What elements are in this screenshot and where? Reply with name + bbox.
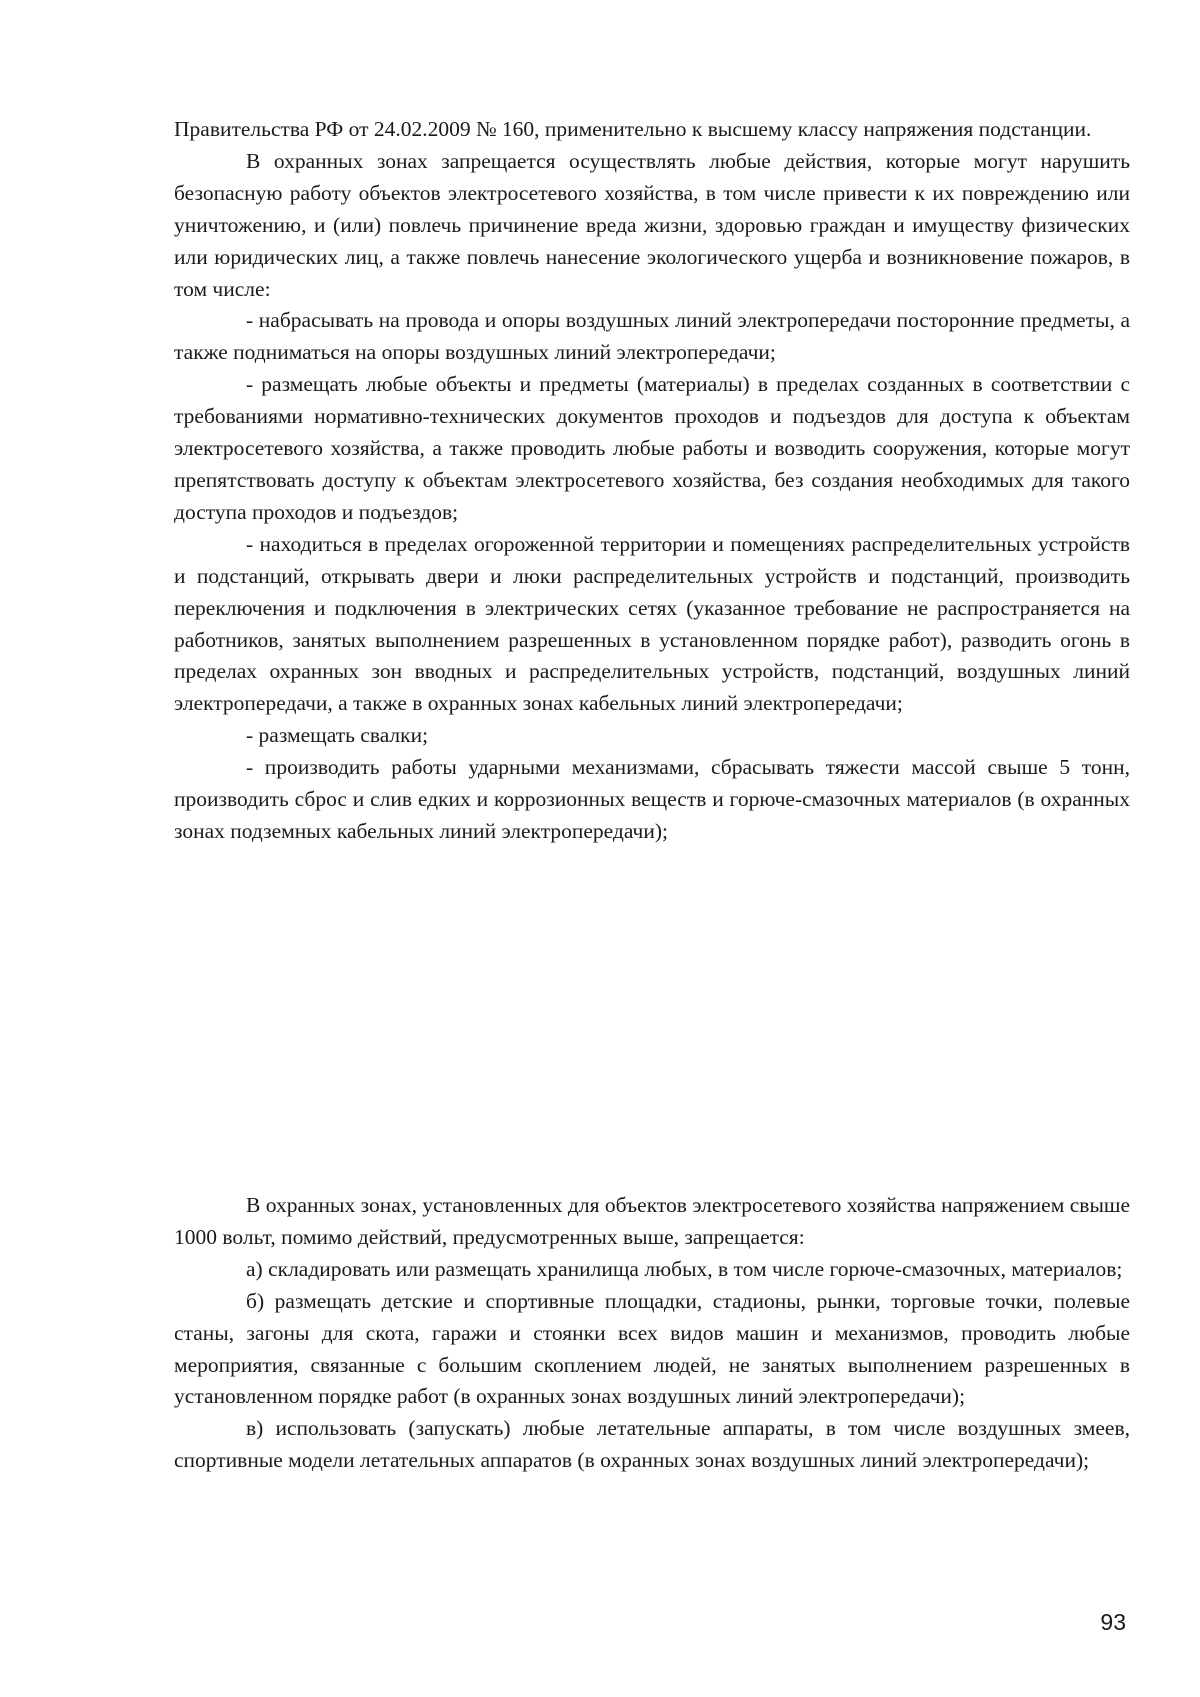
list-item: б) размещать детские и спортивные площадки, стадионы, рынки, торговые точки, полевые станы, загоны для скота, гаражи и стоянки всех видов машин и механизмов, проводить любые мероприятия, связанные с большим скоплением людей, не занятых выполнением разрешенных в установленном порядке работ (в охранных зонах воздушных линий электропередачи);: [174, 1288, 1130, 1409]
page-number: 93: [1100, 1609, 1126, 1635]
paragraph: В охранных зонах запрещается осуществлять любые действия, которые могут нарушить безопасную работу объектов электросетевого хозяйства, в том числе привести к их повреждению или уничтожению, и (или) повлечь причинение вреда жизни, здоровью граждан и имуществу физических или юридических лиц, а также повлечь нанесение экологического ущерба и возникновение пожаров, в том числе:: [174, 148, 1130, 301]
bottom-text-block: [174, 1190, 1130, 1477]
list-item: а) складировать или размещать хранилища любых, в том числе горюче-смазочных, материалов;: [246, 1256, 1123, 1281]
list-item: - размещать любые объекты и предметы (материалы) в пределах созданных в соответствии с требованиями нормативно-технических документов проходов и подъездов для доступа к объектам электросетевого хозяйства, а также проводить любые работы и возводить сооружения, которые могут препятствовать доступу к объектам электросетевого хозяйства, без создания необходимых для такого доступа проходов и подъездов;: [174, 372, 1130, 524]
list-item: - находиться в пределах огороженной территории и помещениях распределительных устройств и подстанций, открывать двери и люки распределительных устройств и подстанций, производить переключения и подключения в электрических сетях (указанное требование не распространяется на работников, занятых выполнением разрешенных в установленном порядке работ), разводить огонь в пределах охранных зон вводных и распределительных устройств, подстанций, воздушных линий электропередачи, а также в охранных зонах кабельных линий электропередачи;: [174, 531, 1130, 716]
top-text-block: [174, 114, 1130, 848]
list-item: - набрасывать на провода и опоры воздушных линий электропередачи посторонние предметы, а также подниматься на опоры воздушных линий электропередачи;: [174, 308, 1130, 365]
paragraph: В охранных зонах, установленных для объектов электросетевого хозяйства напряжением свыше 1000 вольт, помимо действий, предусмотренных выше, запрещается:: [174, 1193, 1130, 1249]
list-item: в) использовать (запускать) любые летательные аппараты, в том числе воздушных змеев, спортивные модели летательных аппаратов (в охранных зонах воздушных линий электропередачи);: [174, 1416, 1130, 1473]
paragraph: Правительства РФ от 24.02.2009 № 160, применительно к высшему классу напряжения подстанции.: [174, 117, 1092, 141]
list-item: - размещать свалки;: [246, 723, 429, 748]
list-item: - производить работы ударными механизмами, сбрасывать тяжести массой свыше 5 тонн, производить сброс и слив едких и коррозионных веществ и горюче-смазочных материалов (в охранных зонах подземных кабельных линий электропередачи);: [174, 755, 1130, 843]
